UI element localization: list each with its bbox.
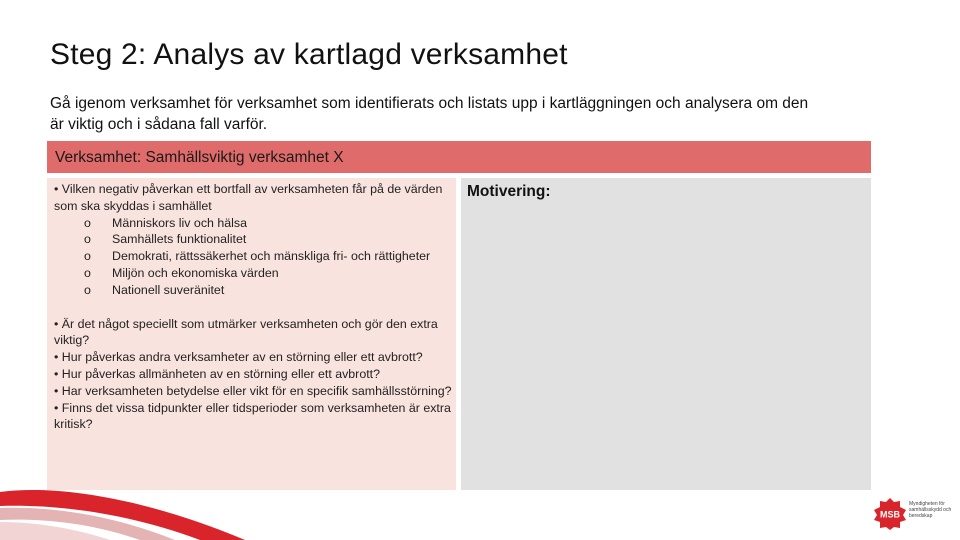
questions-panel <box>47 178 456 490</box>
sub-bullet-marker: o <box>84 282 91 297</box>
motivation-label: Motivering: <box>467 183 551 200</box>
table-header-label: Verksamhet: Samhällsviktig verksamhet X <box>55 149 344 166</box>
msb-logo-mark <box>873 497 907 531</box>
msb-logo-text: Myndigheten för samhällsskydd och beredskap <box>909 501 952 519</box>
question-values-intro: • Vilken negativ påverkan ett bortfall av verksamheten får på de värden som ska skyddas i samhället <box>54 182 443 213</box>
intro-text: Gå igenom verksamhet för verksamhet som identifierats och listats upp i kartläggningen och analysera om den är viktig och i sådana fall varför. <box>50 95 809 133</box>
value-item: o Människors liv och hälsa <box>84 215 247 230</box>
table-header-bar <box>47 141 871 173</box>
motivation-panel[interactable] <box>461 178 871 490</box>
slide-title: Steg 2: Analys av kartlagd verksamhet <box>50 38 568 71</box>
msb-logo <box>873 497 953 531</box>
value-item: o Samhällets funktionalitet <box>84 232 247 247</box>
question-item: • Är det något speciellt som utmärker verksamheten och gör den extra viktig? <box>54 316 438 348</box>
value-item: o Miljön och ekonomiska värden <box>84 265 279 280</box>
sub-bullet-marker: o <box>84 249 91 264</box>
msb-logo-letters: MSB <box>880 509 900 520</box>
value-item: o Nationell suveränitet <box>84 282 225 297</box>
protected-values-list <box>54 215 454 299</box>
value-item: o Demokrati, rättssäkerhet och mänskliga fri- och rättigheter <box>84 249 431 264</box>
decorative-swoosh <box>0 470 360 540</box>
sub-bullet-marker: o <box>84 232 91 247</box>
sub-bullet-marker: o <box>84 215 91 230</box>
question-item: • Finns det vissa tidpunkter eller tidsperioder som verksamheten är extra kritisk? <box>54 400 451 432</box>
question-item: • Har verksamheten betydelse eller vikt för en specifik samhällsstörning? <box>54 383 452 398</box>
question-item: • Hur påverkas allmänheten av en störning eller ett avbrott? <box>54 366 380 381</box>
sub-bullet-marker: o <box>84 265 91 280</box>
question-item: • Hur påverkas andra verksamheter av en störning eller ett avbrott? <box>54 350 423 365</box>
questions-text <box>54 181 454 433</box>
spacer <box>54 299 454 316</box>
